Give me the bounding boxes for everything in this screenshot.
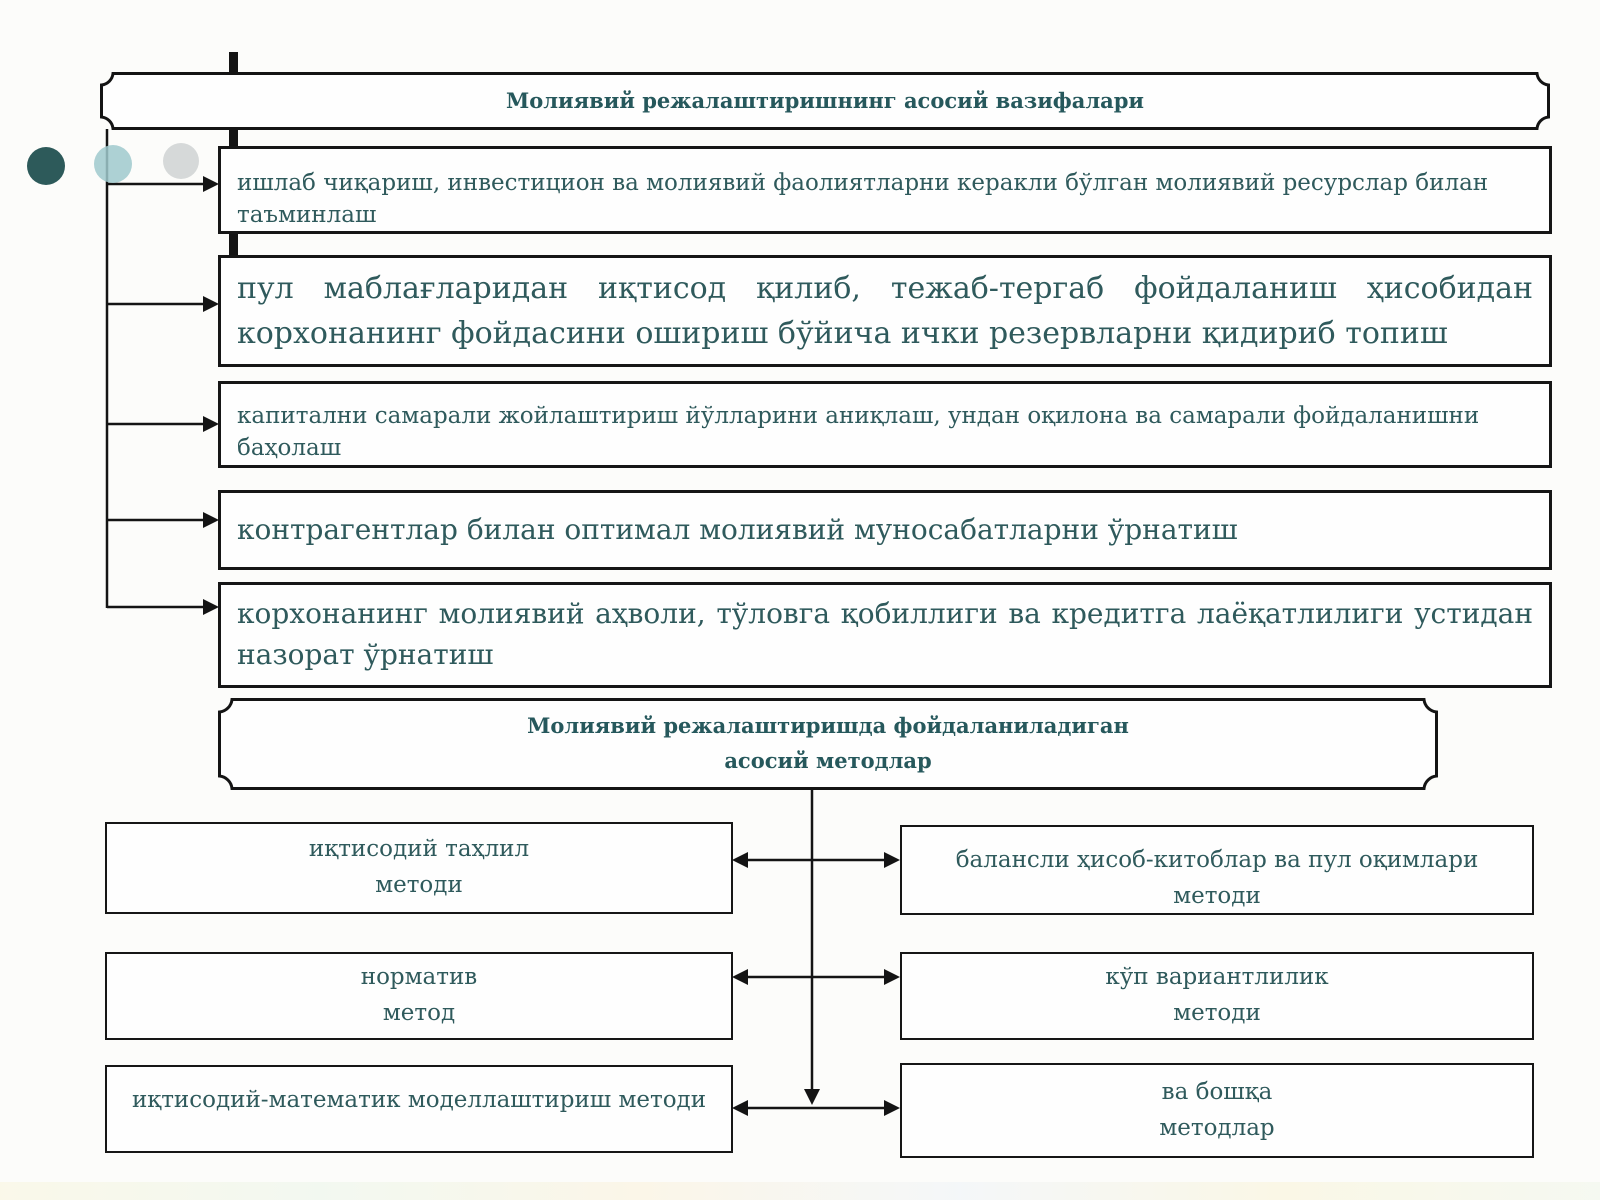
task-3-text: капитални самарали жойлаштириш йўлларини аниқлаш, ундан оқилона ва самарали фойдаланишни баҳолаш bbox=[237, 403, 1480, 462]
task-1-text: ишлаб чиқариш, инвестицион ва молиявий фаолиятларни керакли бўлган молиявий ресурслар билан таъминлаш bbox=[237, 170, 1489, 229]
methods-spine-arrowhead bbox=[804, 1089, 820, 1105]
arrow-to-task-3 bbox=[107, 416, 219, 432]
row-3-double-arrow bbox=[732, 1100, 900, 1116]
tasks-banner-title: Молиявий режалаштиришнинг асосий вазифалари bbox=[506, 87, 1144, 113]
method-left-2-line-1: норматив bbox=[360, 964, 478, 991]
method-box-right-1 bbox=[900, 825, 1534, 915]
method-left-3-line-1: иқтисодий-математик моделлаштириш методи bbox=[131, 1087, 707, 1113]
bullet-gray-circle bbox=[163, 143, 199, 179]
method-box-right-2 bbox=[900, 952, 1534, 1040]
method-left-1-line-2: методи bbox=[375, 872, 463, 898]
task-box-1 bbox=[218, 146, 1552, 234]
task-box-3 bbox=[218, 381, 1552, 468]
task-box-5 bbox=[218, 582, 1552, 688]
row-2-double-arrow bbox=[732, 969, 900, 985]
method-right-2-line-1: кўп вариантлилик bbox=[1105, 964, 1329, 991]
task-5-text: корхонанинг молиявий аҳволи, тўловга қобиллиги ва кредитга лаёқатлилиги устидан назорат ўрнатиш bbox=[237, 597, 1533, 671]
methods-banner-line-1: Молиявий режалаштиришда фойдаланиладиган bbox=[527, 713, 1129, 739]
task-4-text: контрагентлар билан оптимал молиявий муносабатларни ўрнатиш bbox=[237, 512, 1238, 546]
top-tick bbox=[229, 52, 238, 74]
bullet-teal-circle bbox=[94, 145, 132, 183]
method-right-1-line-1: балансли ҳисоб-китоблар ва пул оқимлари методи bbox=[955, 847, 1479, 909]
task-box-4 bbox=[218, 490, 1552, 570]
method-right-2-line-2: методи bbox=[1173, 1000, 1261, 1026]
row-1-double-arrow bbox=[732, 852, 900, 868]
tasks-banner bbox=[100, 72, 1550, 130]
bullet-dark-circle bbox=[27, 147, 65, 185]
method-left-1-line-1: иқтисодий таҳлил bbox=[308, 836, 530, 863]
arrow-to-task-2 bbox=[107, 296, 219, 312]
arrow-to-task-5 bbox=[107, 599, 219, 615]
methods-banner-title bbox=[218, 698, 1438, 790]
method-box-left-2 bbox=[105, 952, 733, 1040]
method-right-3-line-1: ва бошқа bbox=[1161, 1078, 1273, 1105]
method-box-left-1 bbox=[105, 822, 733, 914]
arrow-to-task-4 bbox=[107, 512, 219, 528]
method-left-2-line-2: метод bbox=[382, 1000, 456, 1026]
method-box-right-3 bbox=[900, 1063, 1534, 1158]
task-2-text: пул маблағларидан иқтисод қилиб, тежаб-тергаб фойдаланиш ҳисобидан корхонанинг фойдасини ошириш бўйича ички резервларни қидириб топиш bbox=[237, 271, 1533, 351]
methods-banner bbox=[218, 698, 1438, 790]
task-box-2 bbox=[218, 255, 1552, 367]
method-right-3-line-2: методлар bbox=[1159, 1114, 1275, 1141]
method-box-left-3 bbox=[105, 1065, 733, 1153]
methods-banner-line-2: асосий методлар bbox=[724, 748, 932, 773]
scan-artifact-band bbox=[0, 1182, 1600, 1200]
